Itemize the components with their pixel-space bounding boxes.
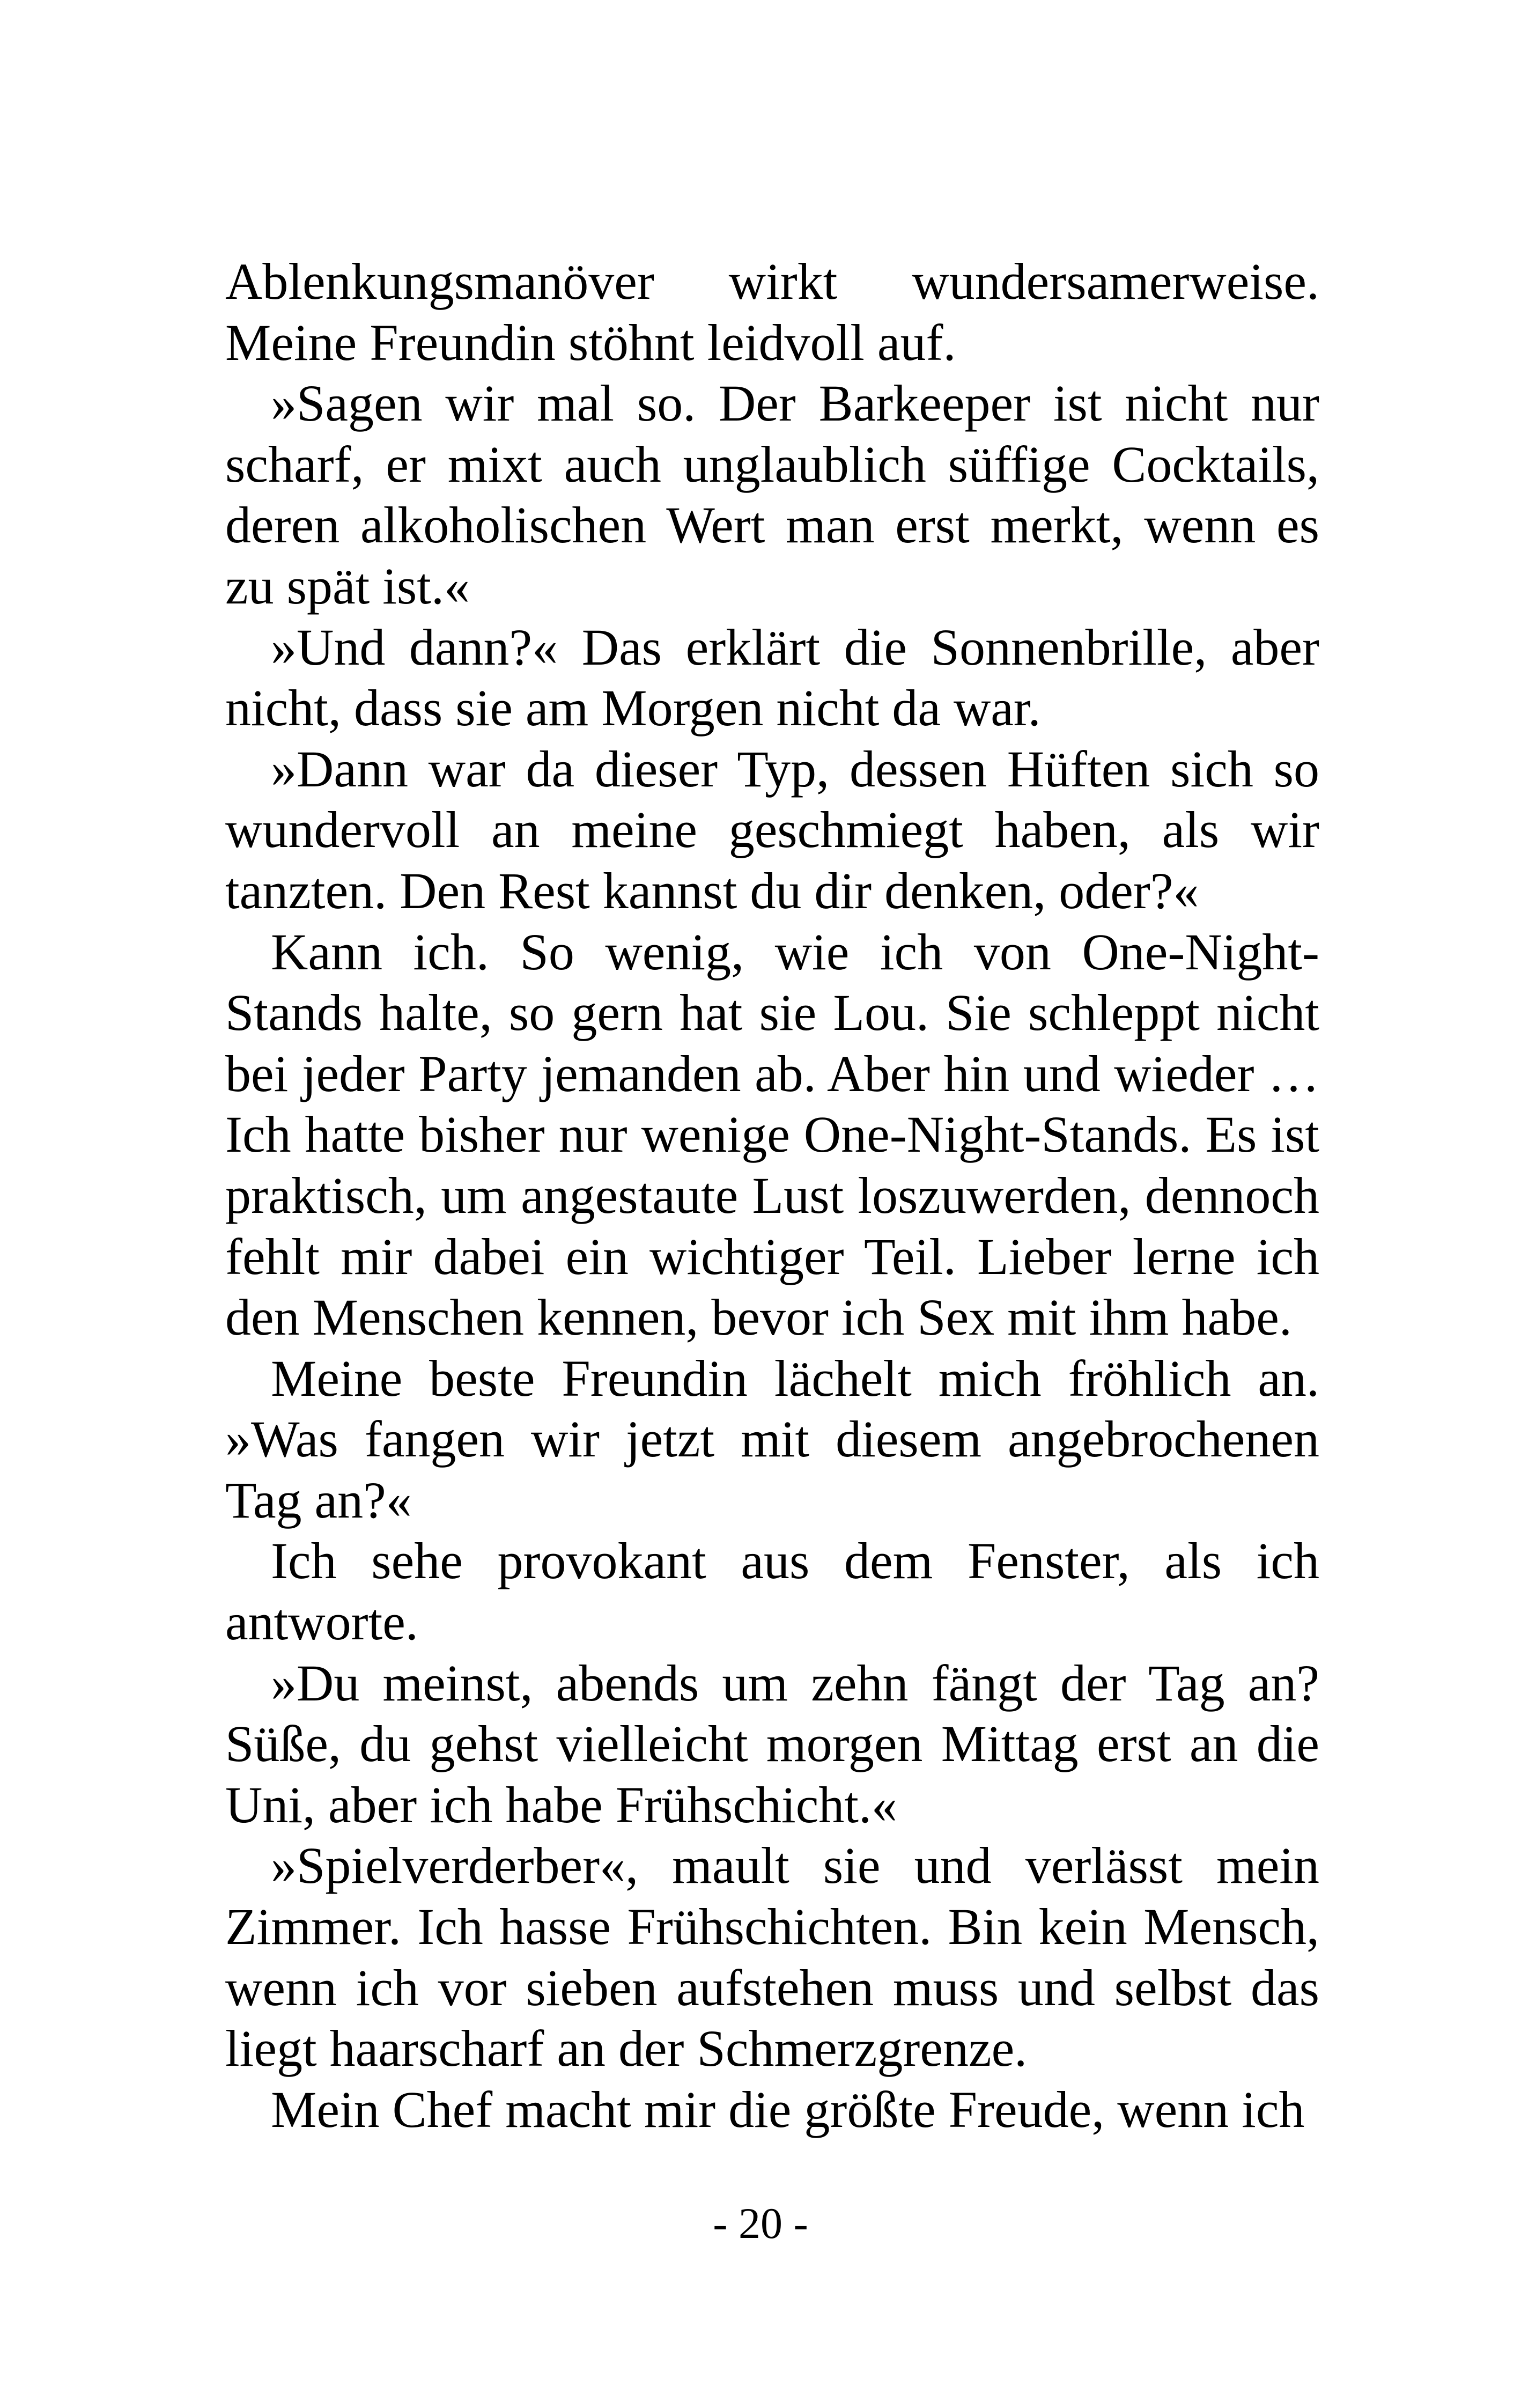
page-number: - 20 - bbox=[713, 2199, 808, 2248]
paragraph: Meine beste Freundin lächelt mich fröhlich an. »Was fangen wir jetzt mit diesem angebrochenen Tag an?« bbox=[225, 1349, 1319, 1529]
paragraph: Mein Chef macht mir die größte Freude, wenn ich bbox=[271, 2080, 1305, 2138]
paragraph: »Sagen wir mal so. Der Barkeeper ist nicht nur scharf, er mixt auch unglaublich süffige Cocktails, deren alkoholischen Wert man erst merkt, wenn es zu spät ist.« bbox=[225, 374, 1319, 615]
paragraph: »Du meinst, abends um zehn fängt der Tag an? Süße, du gehst vielleicht morgen Mittag erst an die Uni, aber ich habe Frühschicht.« bbox=[225, 1654, 1319, 1833]
paragraph: Kann ich. So wenig, wie ich von One-Night-Stands halte, so gern hat sie Lou. Sie schleppt nicht bei jeder Party jemanden ab. Aber hin und wieder … Ich hatte bisher nur wenige One-Night-Stands. Es ist praktisch, um angestaute Lust loszuwerden, dennoch fehlt mir dabei ein wichtiger Teil. Lieber lerne ich den Menschen kennen, bevor ich Sex mit ihm habe. bbox=[225, 923, 1319, 1346]
body-text bbox=[225, 251, 1319, 2140]
paragraph: »Dann war da dieser Typ, dessen Hüften sich so wundervoll an meine geschmiegt haben, als wir tanzten. Den Rest kannst du dir denken, oder?« bbox=[225, 740, 1319, 919]
paragraph: »Spielverderber«, mault sie und verlässt mein Zimmer. Ich hasse Frühschichten. Bin kein Mensch, wenn ich vor sieben aufstehen muss und selbst das liegt haarscharf an der Schmerzgrenze. bbox=[225, 1837, 1319, 2078]
paragraph: Ich sehe provokant aus dem Fenster, als ich antworte. bbox=[225, 1532, 1319, 1651]
paragraph: »Und dann?« Das erklärt die Sonnenbrille, aber nicht, dass sie am Morgen nicht da war. bbox=[225, 618, 1319, 737]
paragraph: Ablenkungsmanöver wirkt wundersamerweise. Meine Freundin stöhnt leidvoll auf. bbox=[225, 253, 1319, 371]
